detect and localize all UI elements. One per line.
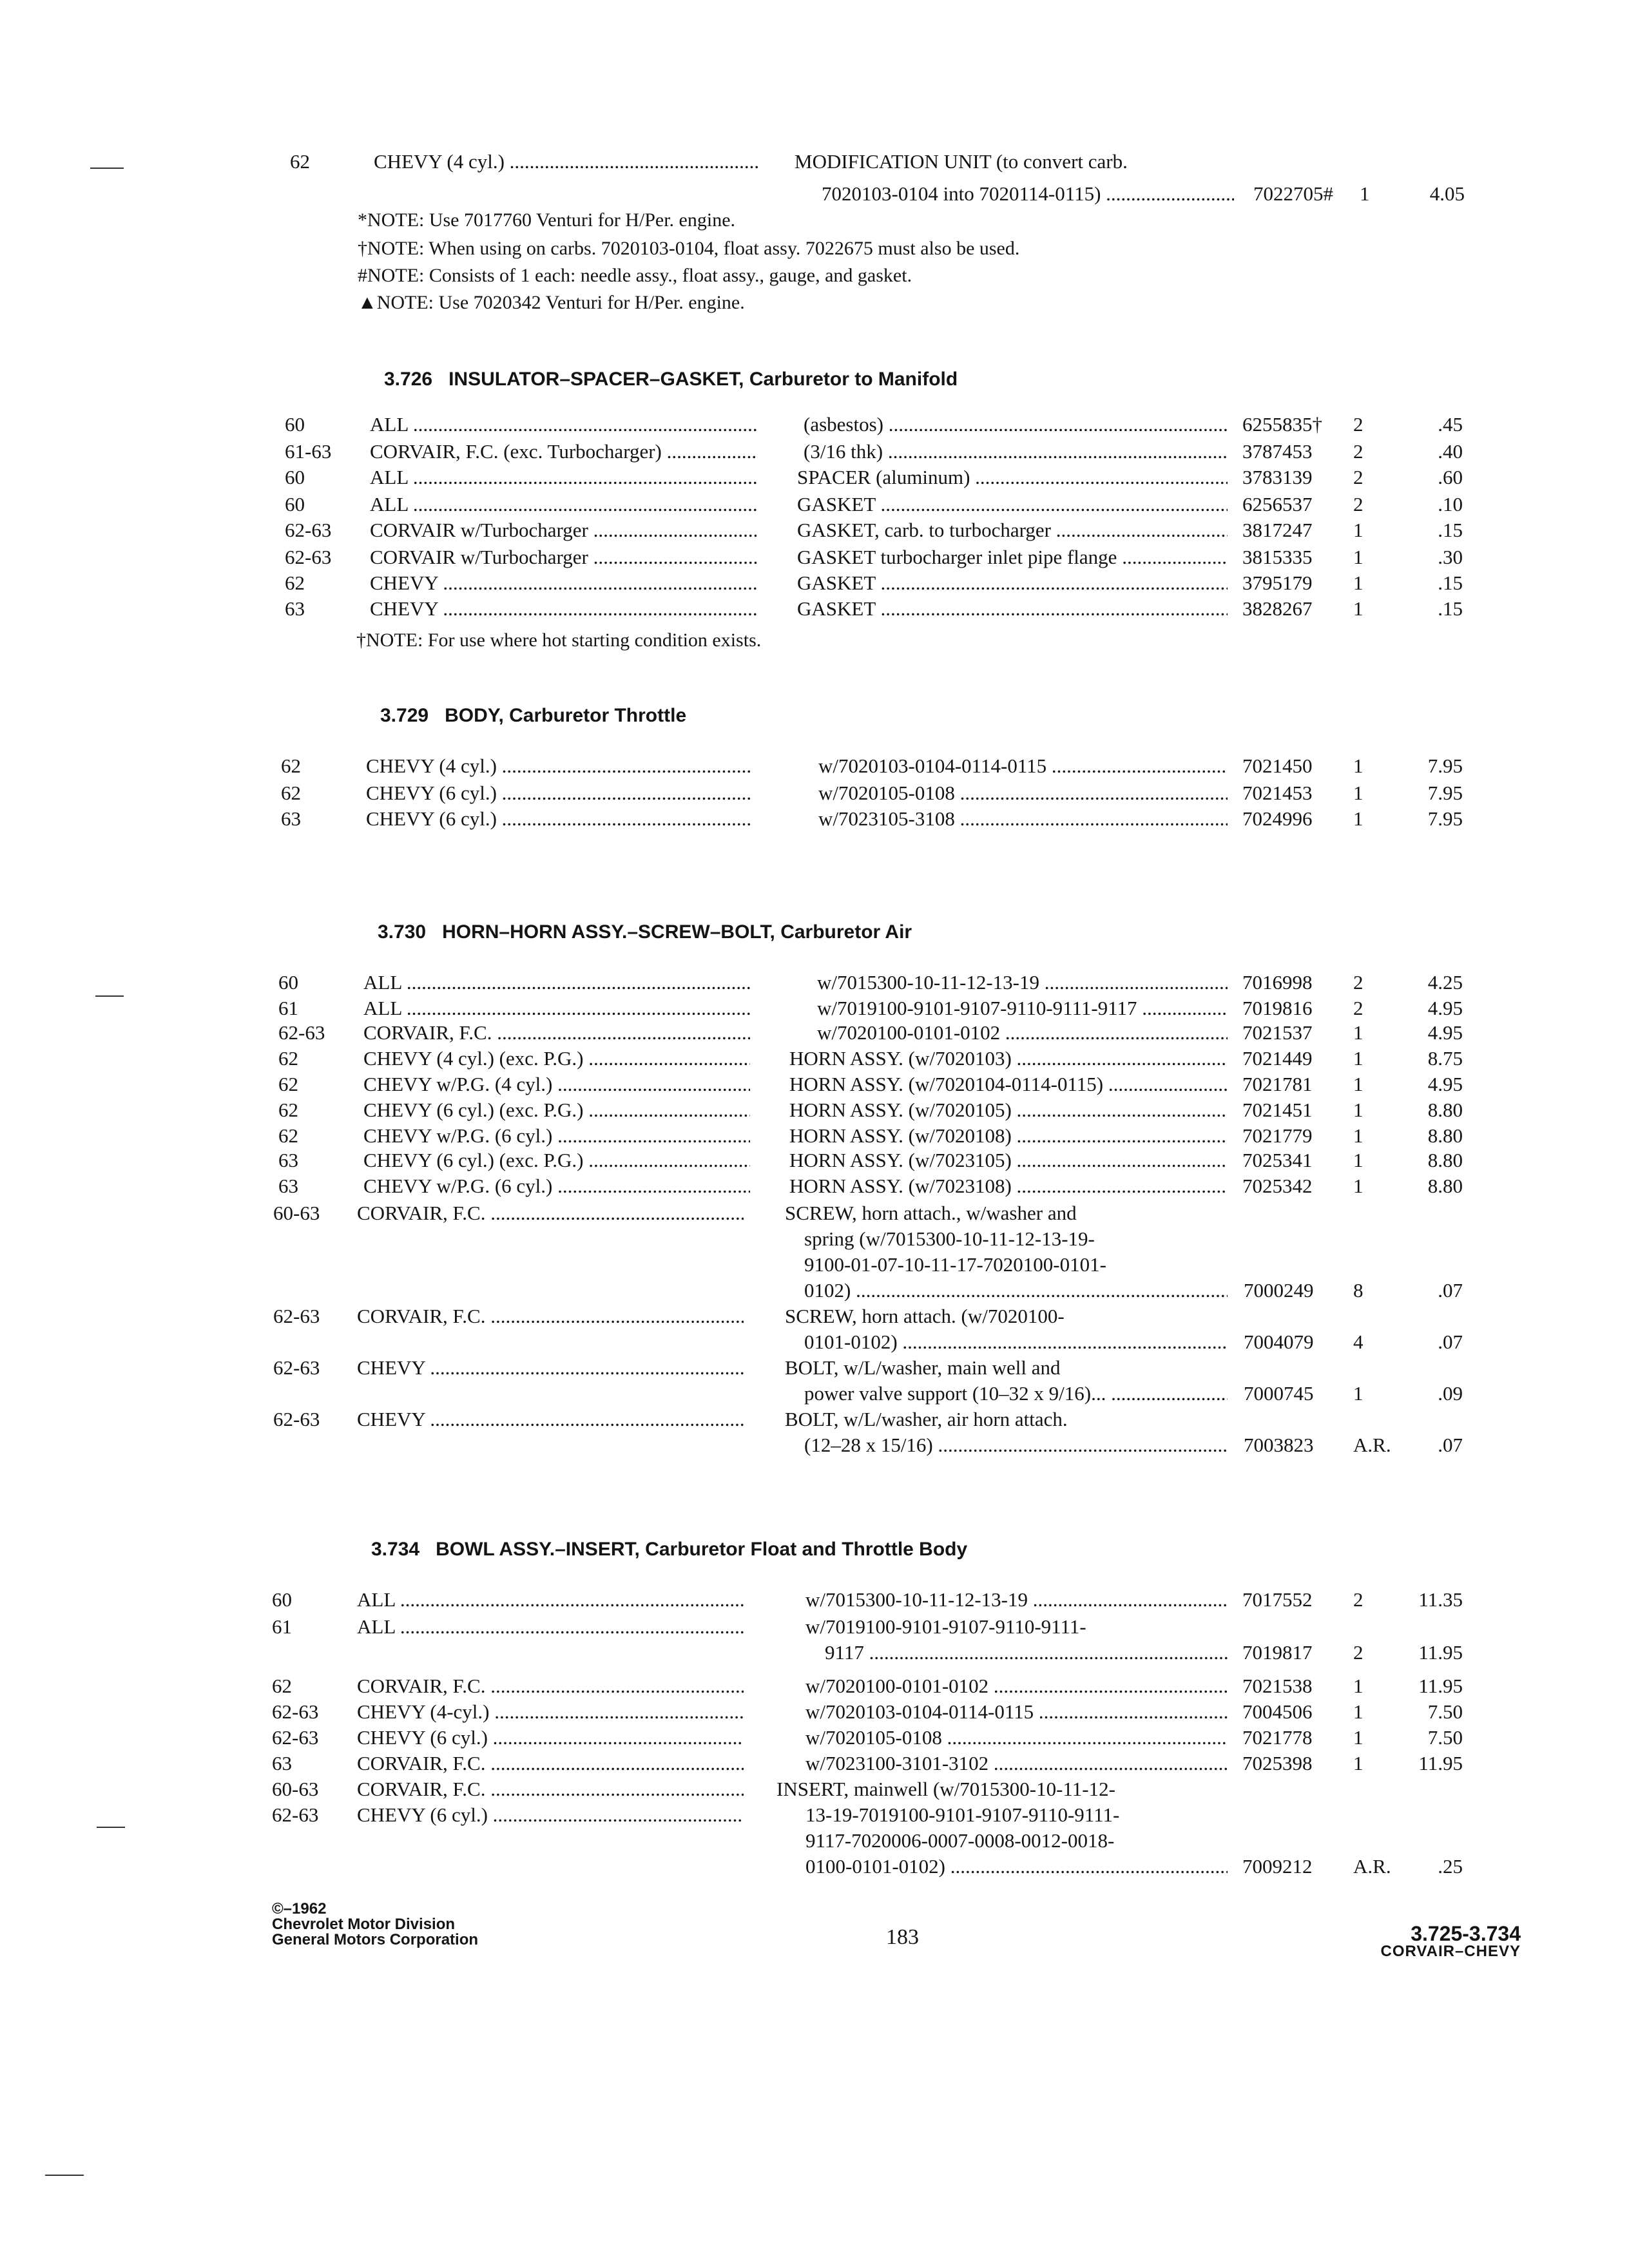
year: 62-63 [272, 1700, 319, 1723]
price: .07 [1438, 1434, 1463, 1456]
description [805, 1700, 1228, 1724]
quantity: 1 [1353, 519, 1364, 541]
model-text: CORVAIR, F.C. [357, 1752, 486, 1774]
model [357, 1777, 744, 1802]
quantity: 1 [1353, 1124, 1364, 1147]
description [818, 807, 1228, 831]
price: 11.35 [1418, 1588, 1463, 1611]
description-line-text: 0101-0102) [804, 1331, 898, 1353]
part-number: 6256537 [1242, 493, 1313, 515]
page-number: 183 [886, 1925, 919, 1949]
description-text: HORN ASSY. (w/7023105) [789, 1149, 1012, 1171]
year: 62-63 [272, 1803, 319, 1826]
part-number: 3787453 [1242, 440, 1313, 463]
price: .15 [1438, 572, 1463, 594]
model [363, 1046, 750, 1071]
quantity: 2 [1353, 997, 1364, 1019]
part-number: 7000249 [1244, 1279, 1314, 1302]
description [789, 1148, 1228, 1173]
year: 63 [278, 1175, 298, 1197]
model [357, 1407, 744, 1432]
description: MODIFICATION UNIT (to convert carb. [795, 150, 1128, 173]
year: 62 [290, 150, 310, 173]
price: 7.95 [1427, 754, 1463, 777]
model [366, 754, 753, 778]
part-number: 7021538 [1242, 1675, 1313, 1697]
quantity: A.R. [1353, 1855, 1391, 1878]
model [370, 518, 757, 543]
description [805, 1674, 1228, 1698]
part-number: 7025341 [1242, 1149, 1313, 1171]
description-text: GASKET [797, 597, 876, 620]
description-line: 9100-01-07-10-11-17-7020100-0101- [804, 1253, 1106, 1276]
part-number: 7004079 [1244, 1331, 1314, 1353]
year: 62 [278, 1099, 298, 1121]
description [818, 754, 1228, 778]
model [357, 1304, 744, 1329]
part-number: 7019817 [1242, 1641, 1313, 1664]
model [370, 439, 757, 464]
price: .15 [1438, 597, 1463, 620]
description-line [825, 1640, 1228, 1665]
model [363, 1148, 750, 1173]
part-number: 3815335 [1242, 546, 1313, 568]
model [370, 465, 757, 490]
catalog-row-multiline [0, 1615, 1629, 1666]
quantity: 1 [1353, 782, 1364, 804]
price: 8.80 [1427, 1099, 1463, 1121]
note: †NOTE: For use where hot starting condition exists. [356, 629, 762, 651]
year: 62 [281, 754, 301, 777]
quantity: 8 [1353, 1279, 1364, 1302]
year: 62-63 [285, 519, 332, 541]
year: 60 [272, 1588, 292, 1611]
description-line: spring (w/7015300-10-11-12-13-19- [804, 1227, 1095, 1250]
description-line [804, 1278, 1228, 1303]
price: 7.50 [1427, 1700, 1463, 1723]
part-number: 3828267 [1242, 597, 1313, 620]
description [797, 518, 1228, 543]
footer-division: Chevrolet Motor Division [272, 1916, 456, 1933]
description [805, 1751, 1228, 1776]
year: 62 [278, 1124, 298, 1147]
part-number: 7021537 [1242, 1021, 1313, 1044]
description [817, 970, 1228, 995]
year: 60 [285, 466, 305, 488]
part-number: 7016998 [1242, 971, 1313, 994]
model-text: CHEVY (4-cyl.) [357, 1700, 490, 1723]
part-number: 7025398 [1242, 1752, 1313, 1774]
description [797, 545, 1228, 570]
quantity: 1 [1353, 807, 1364, 830]
model [370, 412, 757, 437]
quantity: 2 [1353, 1588, 1364, 1611]
part-number: 7024996 [1242, 807, 1313, 830]
note: †NOTE: When using on carbs. 7020103-0104, float assy. 7022675 must also be used. [358, 238, 1020, 259]
description-text: HORN ASSY. (w/7020103) [789, 1047, 1012, 1070]
model-text: ALL [357, 1588, 396, 1611]
price: .07 [1438, 1279, 1463, 1302]
note: #NOTE: Consists of 1 each: needle assy., float assy., gauge, and gasket. [358, 265, 912, 286]
model-text: CORVAIR, F.C. [363, 1021, 492, 1044]
quantity: A.R. [1353, 1434, 1391, 1456]
description-line [804, 1381, 1228, 1406]
price: 11.95 [1418, 1641, 1463, 1664]
description-line-text: (12–28 x 15/16) [804, 1434, 933, 1456]
model [363, 1072, 750, 1097]
model [363, 1124, 750, 1148]
price: .30 [1438, 546, 1463, 568]
year: 63 [281, 807, 301, 830]
description-line: SCREW, horn attach., w/washer and [785, 1202, 1077, 1224]
price: 4.05 [1429, 182, 1465, 205]
description-text: HORN ASSY. (w/7020105) [789, 1099, 1012, 1121]
quantity: 2 [1353, 493, 1364, 515]
model-text: CHEVY [370, 597, 438, 620]
model [363, 970, 750, 995]
description-text: (asbestos) [804, 413, 883, 436]
quantity: 1 [1353, 1047, 1364, 1070]
footer-copyright: ©–1962 [272, 1900, 327, 1917]
year: 62-63 [273, 1305, 320, 1327]
description-text: w/7020103-0104-0114-0115 [818, 754, 1047, 777]
quantity: 2 [1353, 466, 1364, 488]
quantity: 1 [1353, 572, 1364, 594]
part-number: 7022705# [1253, 182, 1333, 205]
description [797, 597, 1228, 621]
description-line: 9117-7020006-0007-0008-0012-0018- [805, 1829, 1115, 1852]
price: .15 [1438, 519, 1463, 541]
description-text: (3/16 thk) [804, 440, 883, 463]
description-text: w/7023100-3101-3102 [805, 1752, 989, 1774]
price: 8.80 [1427, 1124, 1463, 1147]
model-text: ALL [363, 971, 402, 994]
margin-mark [95, 995, 124, 997]
catalog-row-multiline [0, 1356, 1629, 1407]
model-text: CORVAIR, F.C. [357, 1305, 486, 1327]
model-text: CHEVY (6 cyl.) (exc. P.G.) [363, 1099, 584, 1121]
section-heading-3-729: 3.729 BODY, Carburetor Throttle [380, 705, 687, 726]
year: 61 [278, 997, 298, 1019]
model [357, 1615, 744, 1639]
description [789, 1098, 1228, 1122]
quantity: 4 [1353, 1331, 1364, 1353]
description-line [805, 1854, 1228, 1879]
quantity: 2 [1353, 971, 1364, 994]
description-line-text: power valve support (10–32 x 9/16)... [804, 1382, 1106, 1405]
footer-models: CORVAIR–CHEVY [1380, 1943, 1521, 1960]
description-text: w/7019100-9101-9107-9110-9111-9117 [817, 997, 1137, 1019]
model-text: ALL [370, 413, 409, 436]
description-text: HORN ASSY. (w/7020104-0114-0115) [789, 1073, 1104, 1095]
quantity: 2 [1353, 1641, 1364, 1664]
description [789, 1046, 1228, 1071]
description-line: BOLT, w/L/washer, air horn attach. [785, 1408, 1068, 1430]
price: 11.95 [1418, 1752, 1463, 1774]
description-text: HORN ASSY. (w/7023108) [789, 1175, 1012, 1197]
price: 4.25 [1427, 971, 1463, 994]
model [370, 571, 757, 595]
description [789, 1124, 1228, 1148]
part-number: 7021778 [1242, 1726, 1313, 1749]
year: 61-63 [285, 440, 332, 463]
price: .07 [1438, 1331, 1463, 1353]
description-text: HORN ASSY. (w/7020108) [789, 1124, 1012, 1147]
model [363, 996, 750, 1021]
model-text: CORVAIR, F.C. [357, 1778, 486, 1800]
model: CHEVY (4 cyl.) ..... [374, 149, 760, 174]
description [797, 571, 1228, 595]
footer-corporation: General Motors Corporation [272, 1931, 479, 1948]
model-text: CORVAIR w/Turbocharger [370, 519, 588, 541]
year: 61 [272, 1615, 292, 1638]
price: .09 [1438, 1382, 1463, 1405]
model [370, 492, 757, 517]
description-text: w/7015300-10-11-12-13-19 [805, 1588, 1028, 1611]
model-text: CHEVY (6 cyl.) (exc. P.G.) [363, 1149, 584, 1171]
description-text: GASKET, carb. to turbocharger [797, 519, 1051, 541]
catalog-row-multiline [0, 1777, 1629, 1880]
quantity: 1 [1353, 754, 1364, 777]
section-heading-3-734: 3.734 BOWL ASSY.–INSERT, Carburetor Float and Throttle Body [371, 1539, 968, 1560]
description [817, 1021, 1228, 1045]
part-number: 3783139 [1242, 466, 1313, 488]
price: 8.75 [1427, 1047, 1463, 1070]
part-number: 7021451 [1242, 1099, 1313, 1121]
part-number: 7004506 [1242, 1700, 1313, 1723]
description-line: INSERT, mainwell (w/7015300-10-11-12- [776, 1778, 1115, 1800]
part-number: 7019816 [1242, 997, 1313, 1019]
model-text: ALL [370, 493, 409, 515]
quantity: 1 [1353, 1099, 1364, 1121]
price: 4.95 [1427, 997, 1463, 1019]
price: 11.95 [1418, 1675, 1463, 1697]
year: 62-63 [273, 1408, 320, 1430]
quantity: 1 [1353, 1021, 1364, 1044]
quantity: 1 [1353, 597, 1364, 620]
model-text: CORVAIR, F.C. [357, 1202, 486, 1224]
description-text: w/7020100-0101-0102 [817, 1021, 1001, 1044]
part-number: 7021453 [1242, 782, 1313, 804]
quantity: 2 [1353, 440, 1364, 463]
model [357, 1725, 744, 1750]
description-line [804, 1433, 1228, 1457]
description-text: w/7020103-0104-0114-0115 [805, 1700, 1034, 1723]
model [363, 1174, 750, 1198]
model-text: CHEVY (6 cyl.) [366, 807, 497, 830]
model-text: CHEVY (4 cyl.) (exc. P.G.) [363, 1047, 584, 1070]
year: 60 [285, 493, 305, 515]
quantity: 1 [1353, 1675, 1364, 1697]
model-text: CORVAIR w/Turbocharger [370, 546, 588, 568]
model [357, 1588, 744, 1612]
part-number: 7021449 [1242, 1047, 1313, 1070]
description-text: w/7020105-0108 [805, 1726, 942, 1749]
price: 7.95 [1427, 782, 1463, 804]
description-line [804, 1330, 1228, 1354]
quantity: 1 [1353, 546, 1364, 568]
model [357, 1803, 744, 1827]
model-text: CHEVY (6 cyl.) [357, 1803, 488, 1826]
year: 62-63 [278, 1021, 325, 1044]
description-text: GASKET turbocharger inlet pipe flange [797, 546, 1117, 568]
year: 60-63 [272, 1778, 319, 1800]
model [366, 781, 753, 805]
description [805, 1588, 1228, 1612]
model [366, 807, 753, 831]
note: ▲NOTE: Use 7020342 Venturi for H/Per. engine. [358, 292, 745, 313]
model [370, 597, 757, 621]
price: 4.95 [1427, 1073, 1463, 1095]
description-line-text: 0100-0101-0102) [805, 1855, 945, 1878]
catalog-row-multiline [0, 1304, 1629, 1356]
year: 63 [285, 597, 305, 620]
year: 60-63 [273, 1202, 320, 1224]
part-number: 7021781 [1242, 1073, 1313, 1095]
model [357, 1201, 744, 1225]
price: 8.80 [1427, 1175, 1463, 1197]
description-line: 13-19-7019100-9101-9107-9110-9111- [805, 1803, 1120, 1826]
price: 4.95 [1427, 1021, 1463, 1044]
description-text: SPACER (aluminum) [797, 466, 970, 488]
part-number: 3817247 [1242, 519, 1313, 541]
note: *NOTE: Use 7017760 Venturi for H/Per. engine. [358, 209, 736, 231]
year: 62-63 [285, 546, 332, 568]
quantity: 1 [1353, 1073, 1364, 1095]
part-number: 7017552 [1242, 1588, 1313, 1611]
description [818, 781, 1228, 805]
price: .25 [1438, 1855, 1463, 1878]
footer-range: 3.725-3.734 [1411, 1922, 1521, 1945]
model [363, 1021, 750, 1045]
part-number: 7021450 [1242, 754, 1313, 777]
section-heading-3-730: 3.730 HORN–HORN ASSY.–SCREW–BOLT, Carburetor Air [378, 921, 912, 943]
description [805, 1725, 1228, 1750]
model-text: ALL [370, 466, 409, 488]
quantity: 2 [1353, 413, 1364, 436]
part-number: 7021779 [1242, 1124, 1313, 1147]
description [804, 412, 1228, 437]
model [357, 1700, 744, 1724]
model-text: CORVAIR, F.C. [357, 1675, 486, 1697]
part-number: 7025342 [1242, 1175, 1313, 1197]
description: 7020103-0104 into 7020114-0115) ..... [822, 182, 1234, 206]
part-number: 6255835† [1242, 413, 1322, 436]
price: 8.80 [1427, 1149, 1463, 1171]
year: 63 [278, 1149, 298, 1171]
description-text: GASKET [797, 572, 876, 594]
quantity: 1 [1353, 1149, 1364, 1171]
price: .10 [1438, 493, 1463, 515]
model-text: CHEVY (4 cyl.) [366, 754, 497, 777]
model [363, 1098, 750, 1122]
year: 60 [278, 971, 298, 994]
description-text: w/7015300-10-11-12-13-19 [817, 971, 1039, 994]
model [357, 1751, 744, 1776]
quantity: 1 [1353, 1726, 1364, 1749]
model-text: CHEVY w/P.G. (6 cyl.) [363, 1124, 553, 1147]
price: 7.95 [1427, 807, 1463, 830]
year: 62 [278, 1073, 298, 1095]
price: 7.50 [1427, 1726, 1463, 1749]
section-heading-3-726: 3.726 INSULATOR–SPACER–GASKET, Carburetor to Manifold [384, 369, 958, 390]
catalog-row-multiline [0, 1201, 1629, 1304]
model-text: CHEVY [357, 1408, 425, 1430]
year: 63 [272, 1752, 292, 1774]
description-text: GASKET [797, 493, 876, 515]
description-line: SCREW, horn attach. (w/7020100- [785, 1305, 1065, 1327]
part-number: 7009212 [1242, 1855, 1313, 1878]
description-line-text: 9117 [825, 1641, 864, 1664]
price: .45 [1438, 413, 1463, 436]
model [370, 545, 757, 570]
year: 62 [281, 782, 301, 804]
quantity: 1 [1353, 1752, 1364, 1774]
description-line-text: 0102) [804, 1279, 851, 1302]
quantity: 1 [1353, 1175, 1364, 1197]
description [797, 492, 1228, 517]
description-text: w/7020105-0108 [818, 782, 955, 804]
model-text: CHEVY w/P.G. (4 cyl.) [363, 1073, 553, 1095]
part-number: 7003823 [1244, 1434, 1314, 1456]
margin-mark [90, 168, 124, 169]
model-text: CHEVY w/P.G. (6 cyl.) [363, 1175, 553, 1197]
model-text: CHEVY (6 cyl.) [366, 782, 497, 804]
model-text: ALL [363, 997, 402, 1019]
margin-mark [45, 2175, 84, 2176]
description [789, 1072, 1228, 1097]
description [789, 1174, 1228, 1198]
description [817, 996, 1228, 1021]
model-text: CHEVY [357, 1356, 425, 1379]
model-text: CHEVY (6 cyl.) [357, 1726, 488, 1749]
description-text: w/7020100-0101-0102 [805, 1675, 989, 1697]
year: 62-63 [272, 1726, 319, 1749]
quantity: 1 [1353, 1382, 1364, 1405]
description-line: BOLT, w/L/washer, main well and [785, 1356, 1061, 1379]
part-number: 7000745 [1244, 1382, 1314, 1405]
model-text: ALL [357, 1615, 396, 1638]
year: 62 [278, 1047, 298, 1070]
year: 62 [285, 572, 305, 594]
description-text: w/7023105-3108 [818, 807, 955, 830]
description-line: w/7019100-9101-9107-9110-9111- [805, 1615, 1086, 1638]
catalog-row-multiline [0, 1407, 1629, 1459]
year: 62-63 [273, 1356, 320, 1379]
year: 60 [285, 413, 305, 436]
model-text: CHEVY [370, 572, 438, 594]
model-text: CORVAIR, F.C. (exc. Turbocharger) [370, 440, 662, 463]
year: 62 [272, 1675, 292, 1697]
quantity: 1 [1353, 1700, 1364, 1723]
model [357, 1674, 744, 1698]
price: .40 [1438, 440, 1463, 463]
description [804, 439, 1228, 464]
part-number: 3795179 [1242, 572, 1313, 594]
model [357, 1356, 744, 1380]
description [797, 465, 1228, 490]
price: .60 [1438, 466, 1463, 488]
quantity: 1 [1360, 182, 1370, 205]
